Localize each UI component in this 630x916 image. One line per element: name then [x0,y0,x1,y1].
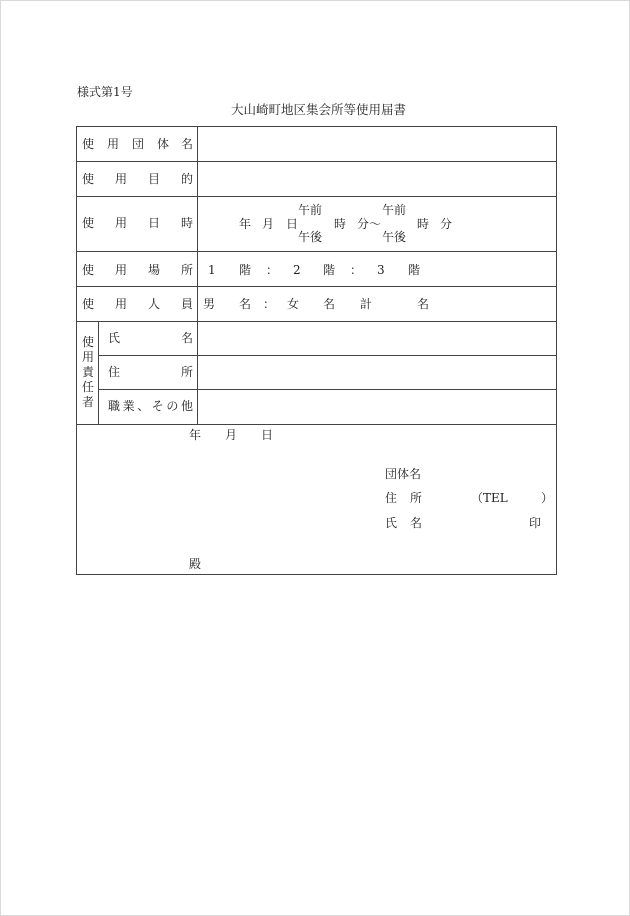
form-title: 大山崎町地区集会所等使用届書 [231,102,407,117]
year-label: 年 [189,428,202,442]
male-unit: 名 [239,297,252,311]
separator: ： [266,263,279,277]
female-unit: 名 [323,297,336,311]
tel-close: ） [541,491,554,505]
applicant-group-label: 団体名 [385,467,422,481]
floor-1-unit: 階 [239,263,252,277]
table-border-bottom [76,574,557,575]
table-border-right [556,126,557,574]
form-number: 様式第1号 [77,85,133,99]
seal-mark: 印 [529,516,542,530]
row-divider [76,251,557,252]
addressee-suffix: 殿 [189,557,202,571]
responsible-name-field[interactable] [198,322,555,354]
responsible-address-field[interactable] [198,356,555,388]
total-label: 計 [360,297,373,311]
total-unit: 名 [417,297,430,311]
group-name-field[interactable] [198,127,555,160]
month-label: 月 [262,217,275,231]
row-divider [76,424,557,425]
am-label: 午前 [298,203,323,217]
minute-label: 分〜 [357,217,382,231]
floor-1-number: 1 [208,263,216,277]
row-divider [76,196,557,197]
floor-2-number: 2 [293,263,301,277]
hour-label: 時 [334,217,347,231]
month-label: 月 [225,428,238,442]
row-divider [76,286,557,287]
minute-label: 分 [440,217,453,231]
responsible-occupation-label: 職業、その他 [108,399,196,413]
pm-label: 午後 [298,230,323,244]
male-label: 男 [203,297,216,311]
day-label: 日 [286,217,299,231]
day-label: 日 [261,428,274,442]
female-label: 女 [287,297,300,311]
floor-3-unit: 階 [408,263,421,277]
hour-label: 時 [417,217,430,231]
separator: ： [350,263,363,277]
separator: ： [263,297,276,311]
am-label: 午前 [382,203,407,217]
floor-3-number: 3 [377,263,385,277]
table-border-left [76,126,77,574]
pm-label: 午後 [382,230,407,244]
tel-open: （TEL [471,491,508,505]
purpose-field[interactable] [198,162,555,195]
floor-2-unit: 階 [323,263,336,277]
responsible-occupation-field[interactable] [198,390,555,423]
responsible-column-divider [98,321,99,424]
year-label: 年 [239,217,252,231]
